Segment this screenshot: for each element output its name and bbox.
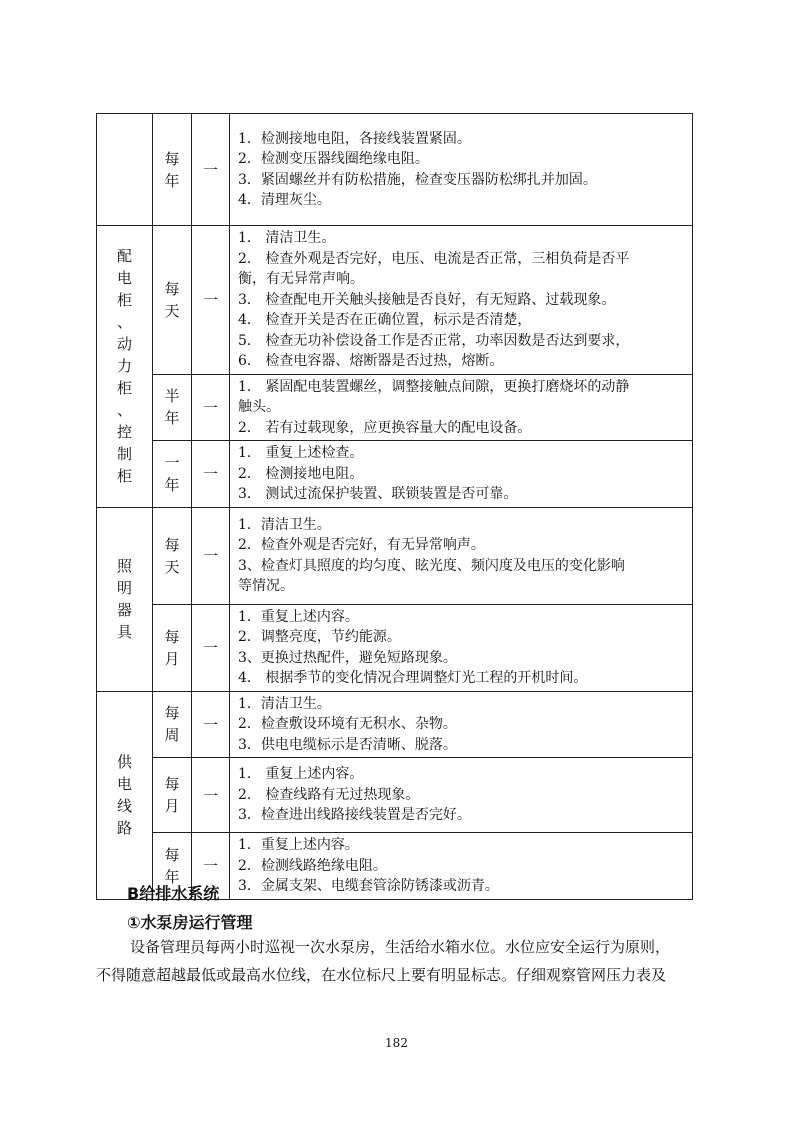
item-line: 4． 检查开关是否在正确位置，标示是否清楚， (238, 312, 532, 328)
item-line: 3、检查灯具照度的均匀度、眩光度、频闪度及电压的变化影响 (238, 557, 625, 574)
item-line: 2．检查外观是否完好，有无异常响声。 (238, 537, 485, 553)
item-line: 1． 清洁卫生。 (238, 230, 336, 246)
page-number: 182 (385, 1036, 408, 1050)
item-line: 2．检测变压器线圈绝缘电阻。 (238, 151, 429, 167)
frequency-cell (153, 691, 192, 758)
item-line: 2． 检测接地电阻。 (238, 465, 364, 482)
equipment-char: 配 (116, 247, 132, 266)
item-line: 4．清理灰尘。 (238, 192, 331, 208)
items-cell (230, 114, 693, 226)
equipment-char: 动 (116, 335, 132, 354)
item-line: 4． 根据季节的变化情况合理调整灯光工程的开机时间。 (238, 670, 588, 686)
equipment-cell (97, 114, 153, 226)
frequency-cell (153, 226, 192, 375)
items-cell (230, 507, 693, 604)
equipment-cell (97, 226, 153, 508)
item-line: 1．重复上述内容。 (238, 608, 359, 625)
item-line: 1． 重复上述检查。 (238, 445, 364, 461)
frequency-char: 每 (164, 704, 180, 723)
frequency-char: 一 (164, 453, 180, 472)
items-cell (230, 374, 693, 441)
items-cell (230, 226, 693, 375)
paragraph-line-2: 不得随意超越最低或最高水位线，在水位标尺上要有明显标志。仔细观察管网压力表及 (96, 966, 667, 984)
equipment-char: 路 (116, 819, 132, 837)
item-line: 3． 检查配电开关触头接触是否良好，有无短路、过载现象。 (238, 291, 616, 308)
frequency-cell (153, 374, 192, 441)
item-line: 1．重复上述内容。 (238, 837, 359, 853)
table-row (97, 604, 693, 691)
frequency-char: 天 (164, 301, 180, 320)
table-row (97, 114, 693, 226)
frequency-char: 年 (164, 867, 180, 886)
equipment-char: 供 (116, 753, 132, 771)
item-line: 3．金属支架、电缆套管涂防锈漆或沥青。 (238, 878, 499, 894)
equipment-char: 明 (116, 579, 132, 597)
frequency-cell (153, 507, 192, 604)
frequency-char: 每 (164, 845, 180, 864)
equipment-char: 线 (116, 797, 132, 815)
frequency-cell (153, 758, 192, 833)
frequency-char: 年 (164, 409, 180, 428)
frequency-char: 每 (164, 279, 180, 298)
frequency-char: 每 (164, 775, 180, 793)
equipment-char: 电 (116, 269, 132, 288)
equipment-char: 柜 (116, 291, 132, 310)
equipment-char: 具 (116, 623, 132, 641)
equipment-char: 控 (116, 423, 132, 442)
frequency-char: 月 (164, 797, 180, 815)
item-line: 2． 若有过载现象，应更换容量大的配电设备。 (238, 419, 532, 436)
item-line: 1． 紧固配电装置螺丝，调整接触点间隙，更换打磨烧坏的动静 (238, 378, 630, 395)
equipment-cell (97, 691, 153, 899)
frequency-char: 年 (164, 171, 180, 190)
frequency-char: 半 (164, 387, 180, 406)
paragraph-line-1: 设备管理员每两小时巡视一次水泵房，生活给水箱水位。水位应安全运行为原则， (130, 938, 671, 956)
item-line: 1．清洁卫生。 (238, 516, 331, 533)
item-line: 2． 检查外观是否完好，电压、电流是否正常，三相负荷是否平 (238, 250, 630, 267)
table-row (97, 758, 693, 833)
frequency-char: 天 (164, 557, 180, 576)
item-line: 1．检测接地电阻，各接线装置紧固。 (238, 130, 471, 147)
equipment-char: 制 (116, 445, 132, 464)
item-line: 2． 检查线路有无过热现象。 (238, 786, 420, 803)
table-row (97, 507, 693, 604)
item-line: 1． 重复上述内容。 (238, 766, 364, 783)
subsection-heading-pump-room: ①水泵房运行管理 (127, 913, 253, 932)
dash-cell: 一 (192, 604, 230, 691)
items-cell (230, 441, 693, 508)
items-cell (230, 604, 693, 691)
maintenance-table (96, 113, 693, 900)
frequency-char: 每 (164, 627, 180, 646)
item-line: 3．紧固螺丝并有防松措施，检查变压器防松绑扎并加固。 (238, 171, 597, 188)
item-line: 3． 测试过流保护装置、联锁装置是否可靠。 (238, 486, 518, 502)
frequency-char: 每 (164, 149, 180, 168)
item-line: 2．检测线路绝缘电阻。 (238, 857, 387, 874)
items-cell (230, 758, 693, 833)
table-row (97, 226, 693, 375)
equipment-char: 、 (116, 401, 132, 420)
dash-cell: 一 (192, 758, 230, 833)
frequency-cell (153, 604, 192, 691)
item-line: 2．调整亮度，节约能源。 (238, 629, 401, 645)
dash-cell: 一 (192, 226, 230, 375)
item-line: 2．检查敷设环境有无积水、杂物。 (238, 716, 457, 732)
section-heading-b: B给排水系统 (127, 884, 220, 903)
items-cell (230, 691, 693, 758)
item-line: 衡，有无异常声响。 (238, 271, 364, 287)
frequency-char: 月 (164, 649, 180, 668)
equipment-cell (97, 507, 153, 691)
frequency-char: 每 (164, 535, 180, 554)
equipment-char: 照 (116, 557, 132, 575)
frequency-cell (153, 441, 192, 508)
item-line: 6． 检查电容器、熔断器是否过热，熔断。 (238, 353, 504, 369)
dash-cell: 一 (192, 691, 230, 758)
dash-cell: 一 (192, 507, 230, 604)
item-line: 5． 检查无功补偿设备工作是否正常，功率因数是否达到要求， (238, 332, 630, 349)
dash-cell: 一 (192, 441, 230, 508)
item-line: 1．清洁卫生。 (238, 695, 331, 712)
table-row (97, 374, 693, 441)
item-line: 触头。 (238, 399, 280, 415)
frequency-cell (153, 114, 192, 226)
item-line: 3、更换过热配件，避免短路现象。 (238, 649, 457, 666)
table-row (97, 441, 693, 508)
equipment-char: 柜 (116, 467, 132, 486)
frequency-char: 年 (164, 475, 180, 494)
items-cell (230, 833, 693, 900)
equipment-char: 力 (116, 357, 132, 376)
dash-cell: 一 (192, 374, 230, 441)
equipment-char: 柜 (116, 379, 132, 398)
equipment-char: 、 (116, 313, 132, 332)
item-line: 3．检查进出线路接线装置是否完好。 (238, 807, 471, 824)
equipment-char: 器 (116, 601, 132, 619)
dash-cell: 一 (192, 833, 230, 900)
equipment-char: 电 (116, 775, 132, 793)
dash-cell: 一 (192, 114, 230, 226)
frequency-char: 周 (164, 726, 180, 745)
table-row (97, 691, 693, 758)
item-line: 3．供电电缆标示是否清晰、脱落。 (238, 736, 457, 753)
item-line: 等情况。 (238, 578, 294, 594)
